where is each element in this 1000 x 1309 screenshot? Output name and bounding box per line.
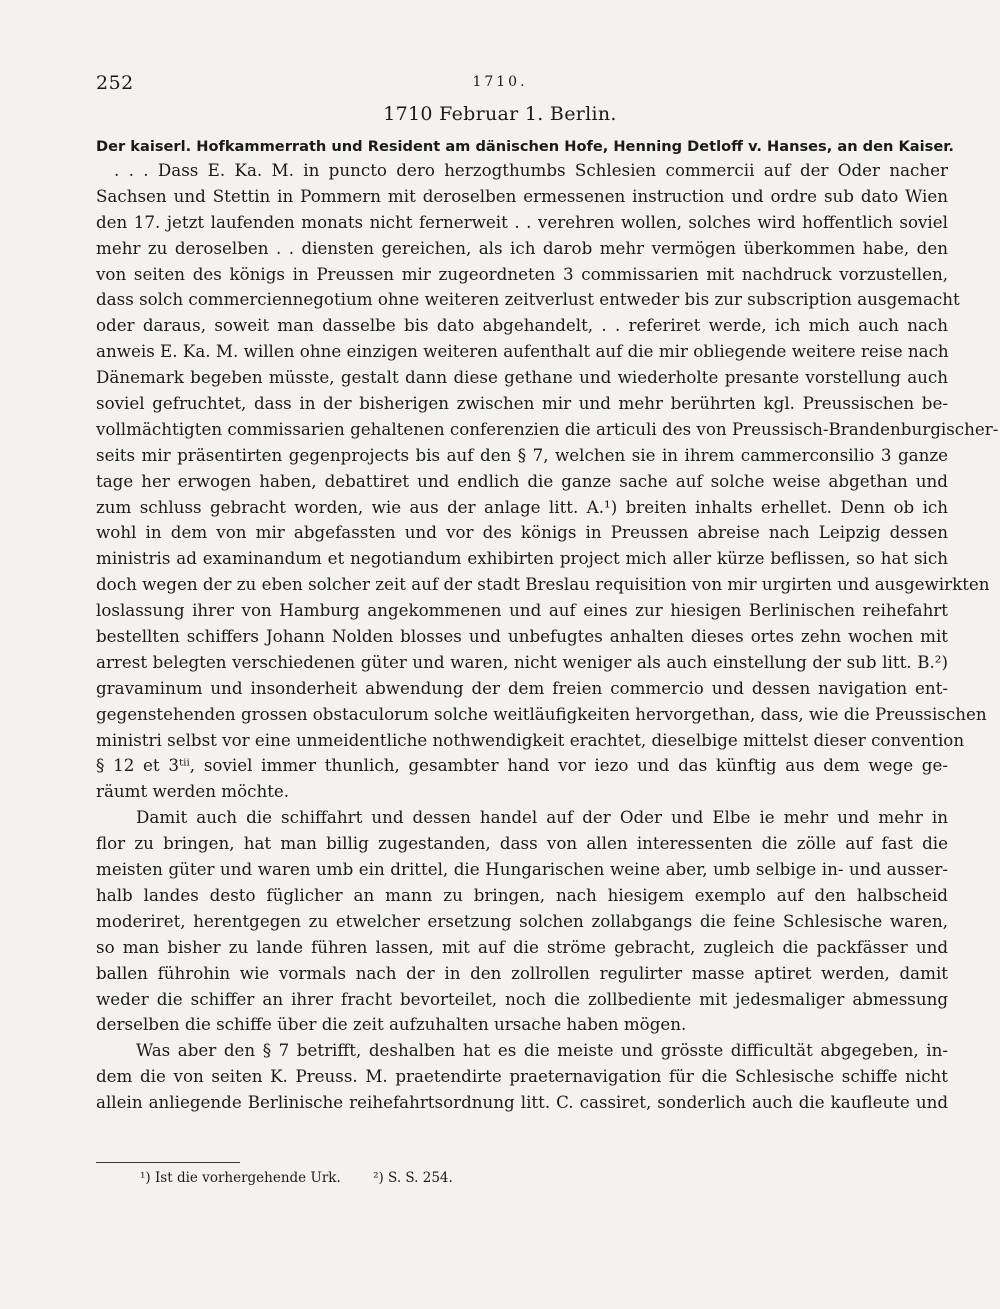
text-line: gravaminum und insonderheit abwendung der dem freien commercio und dessen navigation ent-: [96, 677, 948, 698]
text-line: oder daraus, soweit man dasselbe bis dato abgehandelt, . . referiret werde, ich mich auch nach: [96, 315, 948, 336]
text-line: tage her erwogen haben, debattiret und endlich die ganze sache auf solche weise abgethan und: [96, 470, 948, 491]
text-line: Dänemark begeben müsste, gestalt dann diese gethane und wiederholte presante vorstellung auch: [96, 367, 948, 388]
text-line: moderiret, herentgegen zu etwelcher ersetzung solchen zollabgangs die feine Schlesische waren,: [96, 910, 948, 931]
text-line: weder die schiffer an ihrer fracht bevorteilet, noch die zollbediente mit jedesmaliger abmessung: [96, 988, 948, 1009]
text-line: zum schluss gebracht worden, wie aus der anlage litt. A.¹) breiten inhalts erhellet. Denn ob ich: [96, 496, 948, 517]
text-line: Sachsen und Stettin in Pommern mit deroselben ermessenen instruction und ordre sub dato Wien: [96, 185, 948, 206]
footnote: ²) S. S. 254.: [373, 1170, 453, 1186]
text-line: ministri selbst vor eine unmeidentliche nothwendigkeit erachtet, dieselbige mittelst dieser convention: [96, 729, 965, 750]
body-text: [96, 158, 999, 1116]
text-line: so man bisher zu lande führen lassen, mit auf die ströme gebracht, zugleich die packfässer und: [96, 936, 948, 957]
text-line: mehr zu deroselben . . diensten gereichen, als ich darob mehr vermögen überkommen habe, den: [96, 237, 948, 258]
text-line: Was aber den § 7 betrifft, deshalben hat es die meiste und grösste difficultät abgegeben, in-: [136, 1040, 948, 1061]
text-line: seits mir präsentirten gegenprojects bis auf den § 7, welchen sie in ihrem cammerconsilio 3 ganze: [96, 444, 948, 465]
text-line: dass solch commerciennegotium ohne weiteren zeitverlust entweder bis zur subscription ausgemacht: [96, 289, 960, 310]
text-line: doch wegen der zu eben solcher zeit auf der stadt Breslau requisition von mir urgirten und ausgewirkten: [96, 574, 990, 595]
document-date-line: 1710 Februar 1. Berlin.: [383, 103, 617, 125]
footnote-divider: [96, 1162, 240, 1163]
text-line: soviel gefruchtet, dass in der bisherigen zwischen mir und mehr berührten kgl. Preussischen be-: [96, 393, 948, 414]
text-line: räumt werden möchte.: [96, 781, 290, 802]
text-line: vollmächtigten commissarien gehaltenen conferenzien die articuli des von Preussisch-Brandenburgischer-: [96, 418, 999, 439]
text-line: halb landes desto füglicher an mann zu bringen, nach hiesigem exemplo auf den halbscheid: [96, 884, 948, 905]
document-header: Der kaiserl. Hofkammerrath und Resident am dänischen Hofe, Henning Detloff v. Hanses, an den Kaiser.: [96, 138, 954, 155]
text-line: flor zu bringen, hat man billig zugestanden, dass von allen interessenten die zölle auf fast die: [96, 833, 948, 854]
text-line: allein anliegende Berlinische reihefahrtsordnung litt. C. cassiret, sonderlich auch die kaufleute und: [96, 1092, 948, 1113]
footnote: ¹) Ist die vorhergehende Urk.: [140, 1170, 341, 1186]
text-line: . . . Dass E. Ka. M. in puncto dero herzogthumbs Schlesien commercii auf der Oder nacher: [114, 160, 948, 180]
text-line: derselben die schiffe über die zeit aufzuhalten ursache haben mögen.: [96, 1014, 687, 1035]
text-line: Damit auch die schiffahrt und dessen handel auf der Oder und Elbe ie mehr und mehr in: [136, 807, 948, 828]
text-line: meisten güter und waren umb ein drittel, die Hungarischen weine aber, umb selbige in- und ausser-: [96, 859, 948, 880]
text-line: ballen führohin wie vormals nach der in den zollrollen regulirter masse aptiret werden, damit: [96, 962, 948, 983]
text-line: wohl in dem von mir abgefassten und vor des königs in Preussen abreise nach Leipzig dessen: [96, 522, 948, 543]
text-line: gegenstehenden grossen obstaculorum solche weitläufigkeiten hervorgethan, dass, wie die Preussischen: [96, 703, 987, 724]
text-line: anweis E. Ka. M. willen ohne einzigen weiteren aufenthalt auf die mir obliegende weitere reise nach: [96, 341, 949, 362]
running-head: 1710.: [472, 74, 528, 90]
text-line: ministris ad examinandum et negotiandum exhibirten project mich aller kürze beflissen, so hat sich: [96, 548, 948, 569]
text-line: von seiten des königs in Preussen mir zugeordneten 3 commissarien mit nachdruck vorzustellen,: [96, 263, 948, 284]
page-number: 252: [96, 72, 134, 94]
text-line: den 17. jetzt laufenden monats nicht fernerweit . . verehren wollen, solches wird hoffentlich soviel: [96, 211, 948, 232]
text-line: loslassung ihrer von Hamburg angekommenen und auf eines zur hiesigen Berlinischen reihefahrt: [96, 600, 948, 621]
text-line: dem die von seiten K. Preuss. M. praetendirte praeternavigation für die Schlesische schiffe nicht: [96, 1066, 948, 1087]
text-line: arrest belegten verschiedenen güter und waren, nicht weniger als auch einstellung der sub litt. B.²): [96, 651, 948, 672]
text-line: bestellten schiffers Johann Nolden blosses und unbefugtes anhalten dieses ortes zehn wochen mit: [96, 626, 948, 647]
text-line: § 12 et 3ᵗⁱⁱ, soviel immer thunlich, gesambter hand vor iezo und das künftig aus dem wege ge-: [96, 755, 948, 776]
footnotes: [140, 1170, 481, 1186]
